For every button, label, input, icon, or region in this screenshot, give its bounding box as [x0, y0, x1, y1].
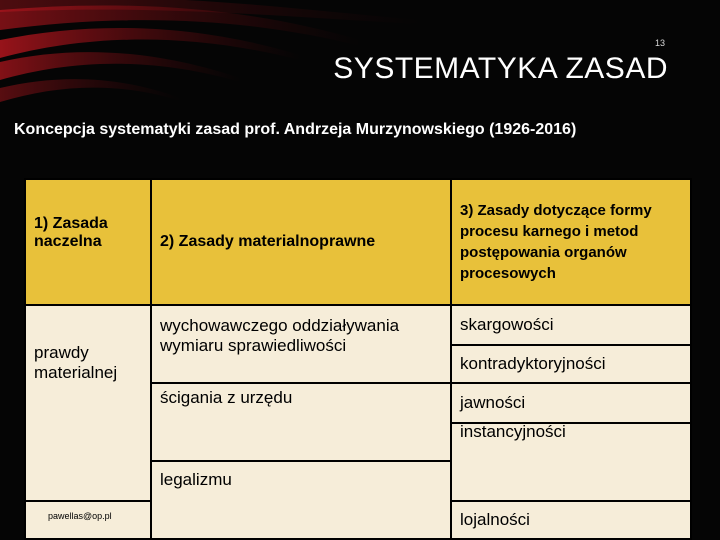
col3-text: skargowości: [460, 315, 554, 334]
col1-cell: [25, 305, 151, 501]
col2-cell: [151, 305, 451, 383]
col3-cell: [451, 423, 691, 501]
col2-text: legalizmu: [160, 470, 232, 489]
col3-cell: [451, 305, 691, 345]
table-row: [25, 305, 691, 345]
col2-cell: [151, 383, 451, 461]
header-label: 2) Zasady materialnoprawne: [160, 233, 376, 250]
col3-text: kontradyktoryjności: [460, 354, 606, 373]
header-label: 3) Zasady dotyczące formy procesu karnego i metod postępowania organów procesowych: [460, 202, 652, 282]
col3-cell: [451, 383, 691, 423]
principles-table: [24, 178, 692, 540]
col2-cell: [151, 461, 451, 539]
slide-subtitle: Koncepcja systematyki zasad prof. Andrzeja Murzynowskiego (1926-2016): [14, 121, 577, 138]
col3-cell: [451, 345, 691, 383]
slide-title: SYSTEMATYKA ZASAD: [333, 52, 668, 85]
col3-text: instancyjności: [460, 422, 566, 441]
col3-cell: [451, 501, 691, 539]
footer-email: pawellas@op.pl: [48, 511, 112, 521]
col2-text: ścigania z urzędu: [160, 388, 293, 407]
col1-text: prawdy materialnej: [34, 343, 118, 382]
page-number: 13: [655, 38, 666, 48]
header-cell-col2: [151, 179, 451, 305]
col2-text: wychowawczego oddziaływania wymiaru sprawiedliwości: [160, 316, 400, 355]
table-header-row: [25, 179, 691, 305]
col3-text: jawności: [460, 393, 526, 412]
header-cell-col1: [25, 179, 151, 305]
col3-text: lojalności: [460, 510, 530, 529]
header-label: 1) Zasada naczelna: [34, 215, 108, 250]
header-cell-col3: [451, 179, 691, 305]
